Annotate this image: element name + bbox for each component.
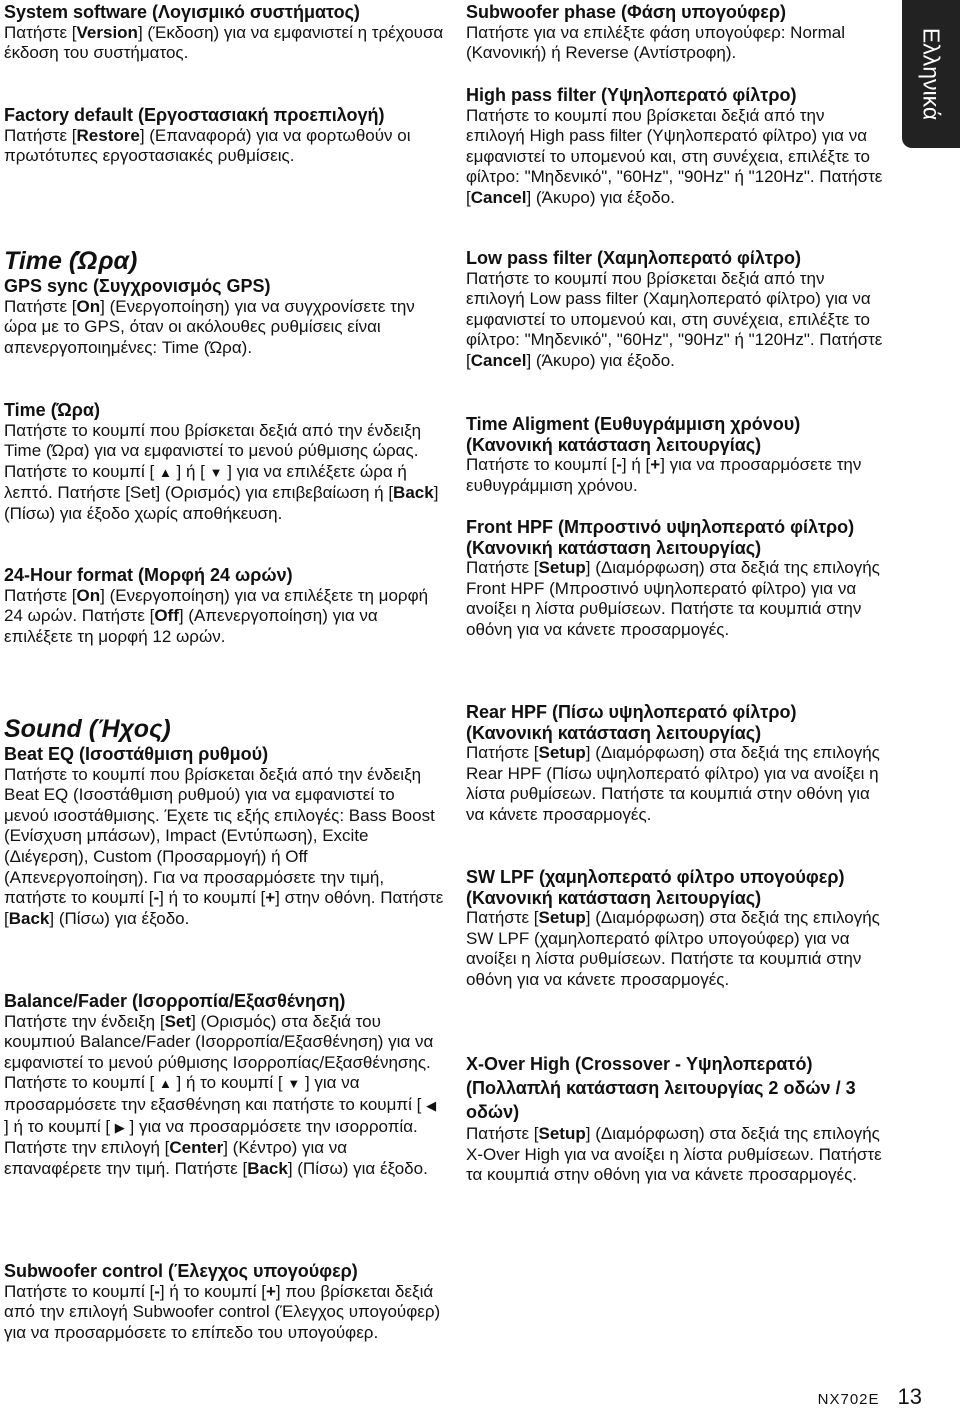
subwoofer-control-heading: Subwoofer control (Έλεγχος υπογούφερ) [4,1261,358,1281]
page-number: 13 [897,1384,922,1409]
beat-eq-heading: Beat EQ (Ισοστάθμιση ρυθμού) [4,744,269,764]
up-arrow-icon: ▲ [158,464,172,480]
language-tab-label: Ελληνικά [918,27,945,121]
factory-default-heading: Factory default (Εργοστασιακή προεπιλογή) [4,105,385,125]
high-pass-text: Πατήστε το κουμπί που βρίσκεται δεξιά από την επιλογή High pass filter (Υψηλοπερατό φίλτρο) για να εμφανιστεί το υπομενού και, στη συνέχεια, επιλέξτε το φίλτρο: "Μηδενικό", "60Hz", "90Hz" ή "120Hz". Πατήστε [Cancel] (Άκυρο) για έξοδο. [466,105,883,207]
front-hpf-heading: Front HPF (Μπροστινό υψηλοπερατό φίλτρο) (Κανονική κατάσταση λειτουργίας) [466,517,855,558]
hour-format-block [4,565,444,647]
x-over-heading: X-Over High (Crossover - Υψηλοπερατό) (Πολλαπλή κατάσταση λειτουργίας 2 οδών / 3 οδών) [466,1054,856,1122]
system-software-block [4,2,444,64]
subwoofer-control-text: Πατήστε το κουμπί [-] ή το κουμπί [+] που βρίσκεται δεξιά από την επιλογή Subwoofer control (Έλεγχος υπογούφερ) για να προσαρμόσετε το επίπεδο του υπογούφερ. [4,1281,441,1342]
gps-sync-heading: GPS sync (Συγχρονισμός GPS) [4,276,271,296]
sw-lpf-heading: SW LPF (χαμηλοπερατό φίλτρο υπογούφερ) (Κανονική κατάσταση λειτουργίας) [466,867,845,908]
time-section-heading: Time (Ώρα) [4,247,138,275]
right-arrow-icon: ▶ [114,1119,125,1135]
left-arrow-icon: ◀ [426,1097,437,1113]
time-alignment-text: Πατήστε το κουμπί [-] ή [+] για να προσαρμόσετε την ευθυγράμμιση χρόνου. [466,455,862,495]
subwoofer-phase-block [466,2,886,64]
gps-sync-text: Πατήστε [On] (Ενεργοποίηση) για να συγχρονίσετε την ώρα με το GPS, όταν οι ακόλουθες ρυθμίσεις είναι απενεργοποιημένες: Time (Ώρα). [4,296,415,357]
beat-eq-text: Πατήστε το κουμπί που βρίσκεται δεξιά από την ένδειξη Beat EQ (Ισοστάθμιση ρυθμού) για να εμφανιστεί το μενού ισοστάθμισης. Έχετε τις εξής επιλογές: Bass Boost (Ενίσχυση μπάσων), Impact (Εντύπωση), Excite (Διέγερση), Custom (Προσαρμογή) ή Off (Απενεργοποίηση). Για να προσαρμόσετε την τιμή, πατήστε το κουμπί [-] ή το κουμπί [+] στην οθόνη. Πατήστε [Back] (Πίσω) για έξοδο. [4,764,444,928]
up-arrow-icon: ▲ [158,1076,172,1092]
factory-default-block [4,105,444,167]
gps-sync-block [4,276,444,358]
high-pass-heading: High pass filter (Υψηλοπερατό φίλτρο) [466,85,797,105]
system-software-heading: System software (Λογισμικό συστήματος) [4,2,360,22]
low-pass-heading: Low pass filter (Χαμηλοπερατό φίλτρο) [466,248,801,268]
beat-eq-block [4,744,444,929]
page-footer [818,1384,922,1413]
rear-hpf-text: Πατήστε [Setup] (Διαμόρφωση) στα δεξιά της επιλογής Rear HPF (Πίσω υψηλοπερατό φίλτρο) για να ανοίξει η λίστα ρυθμίσεων. Πατήστε τα κουμπιά στην οθόνη για να κάνετε προσαρμογές. [466,743,880,824]
time-alignment-block [466,414,886,496]
time-alignment-heading: Time Aligment (Ευθυγράμμιση χρόνου) (Κανονική κατάσταση λειτουργίας) [466,414,801,455]
system-software-text: Πατήστε [Version] (Έκδοση) για να εμφανιστεί η τρέχουσα έκδοση του συστήματος. [4,22,444,63]
sound-section-title [4,714,444,744]
hour-format-heading: 24-Hour format (Μορφή 24 ωρών) [4,565,293,585]
down-arrow-icon: ▼ [287,1076,301,1092]
subwoofer-control-block [4,1261,444,1343]
sound-section-heading: Sound (Ήχος) [4,715,171,743]
down-arrow-icon: ▼ [209,464,223,480]
high-pass-block [466,85,886,209]
low-pass-block [466,248,886,372]
rear-hpf-block [466,702,886,826]
front-hpf-block [466,517,886,641]
model-name: NX702E [817,1391,880,1408]
time-block [4,400,444,525]
subwoofer-phase-text: Πατήστε για να επιλέξτε φάση υπογούφερ: Normal (Κανονική) ή Reverse (Αντίστροφη). [466,22,845,63]
sw-lpf-block [466,867,886,991]
hour-format-text: Πατήστε [On] (Ενεργοποίηση) για να επιλέξετε τη μορφή 24 ωρών. Πατήστε [Off] (Απενεργοποίηση) για να επιλέξετε τη μορφή 12 ωρών. [4,585,429,646]
x-over-text: Πατήστε [Setup] (Διαμόρφωση) στα δεξιά της επιλογής X-Over High για να ανοίξει η λίστα ρυθμίσεων. Πατήστε τα κουμπιά στην οθόνη για να κάνετε προσαρμογές. [466,1124,882,1185]
balance-fader-block [4,991,444,1179]
balance-fader-heading: Balance/Fader (Ισορροπία/Εξασθένηση) [4,991,346,1011]
x-over-block [466,1052,886,1186]
front-hpf-text: Πατήστε [Setup] (Διαμόρφωση) στα δεξιά της επιλογής Front HPF (Μπροστινό υψηλοπερατό φίλτρο) για να ανοίξει η λίστα ρυθμίσεων. Πατήστε τα κουμπιά στην οθόνη για να κάνετε προσαρμογές. [466,558,880,639]
low-pass-text: Πατήστε το κουμπί που βρίσκεται δεξιά από την επιλογή Low pass filter (Χαμηλοπερατό φίλτρο) για να εμφανιστεί το υπομενού και, στη συνέχεια, επιλέξτε το φίλτρο: "Μηδενικό", "60Hz", "90Hz" ή "120Hz". Πατήστε [Cancel] (Άκυρο) για έξοδο. [466,268,883,370]
time-heading: Time (Ώρα) [4,400,100,420]
time-text: Πατήστε το κουμπί που βρίσκεται δεξιά από την ένδειξη Time (Ώρα) για να εμφανιστεί το μενού ρύθμισης ώρας. Πατήστε το κουμπί [ ▲ ] ή [ ▼ ] για να επιλέξετε ώρα ή λεπτό. Πατήστε [Set] (Ορισμός) για επιβεβαίωση ή [Back] (Πίσω) για έξοδο χωρίς αποθήκευση. [4,420,439,523]
rear-hpf-heading: Rear HPF (Πίσω υψηλοπερατό φίλτρο) (Κανονική κατάσταση λειτουργίας) [466,702,797,743]
time-section-title [4,246,444,276]
sw-lpf-text: Πατήστε [Setup] (Διαμόρφωση) στα δεξιά της επιλογής SW LPF (χαμηλοπερατό φίλτρο υπογούφερ) για να ανοίξει η λίστα ρυθμίσεων. Πατήστε τα κουμπιά στην οθόνη για να κάνετε προσαρμογές. [466,908,880,989]
balance-fader-text: Πατήστε την ένδειξη [Set] (Ορισμός) στα δεξιά του κουμπιού Balance/Fader (Ισορροπία/Εξασθένηση) για να εμφανιστεί το μενού ρύθμισης Ισορροπίας/Εξασθένησης. Πατήστε το κουμπί [ ▲ ] ή το κουμπί [ ▼ ] για να προσαρμόσετε την εξασθένηση και πατήστε το κουμπί [ ◀ ] ή το κουμπί [ ▶ ] για να προσαρμόσετε την ισορροπία. Πατήστε την επιλογή [Center] (Κέντρο) για να επαναφέρετε την τιμή. Πατήστε [Back] (Πίσω) για έξοδο. [4,1011,437,1178]
subwoofer-phase-heading: Subwoofer phase (Φάση υπογούφερ) [466,2,786,22]
factory-default-text: Πατήστε [Restore] (Επαναφορά) για να φορτωθούν οι πρωτότυπες εργοστασιακές ρυθμίσεις. [4,125,411,166]
language-tab [902,0,960,148]
